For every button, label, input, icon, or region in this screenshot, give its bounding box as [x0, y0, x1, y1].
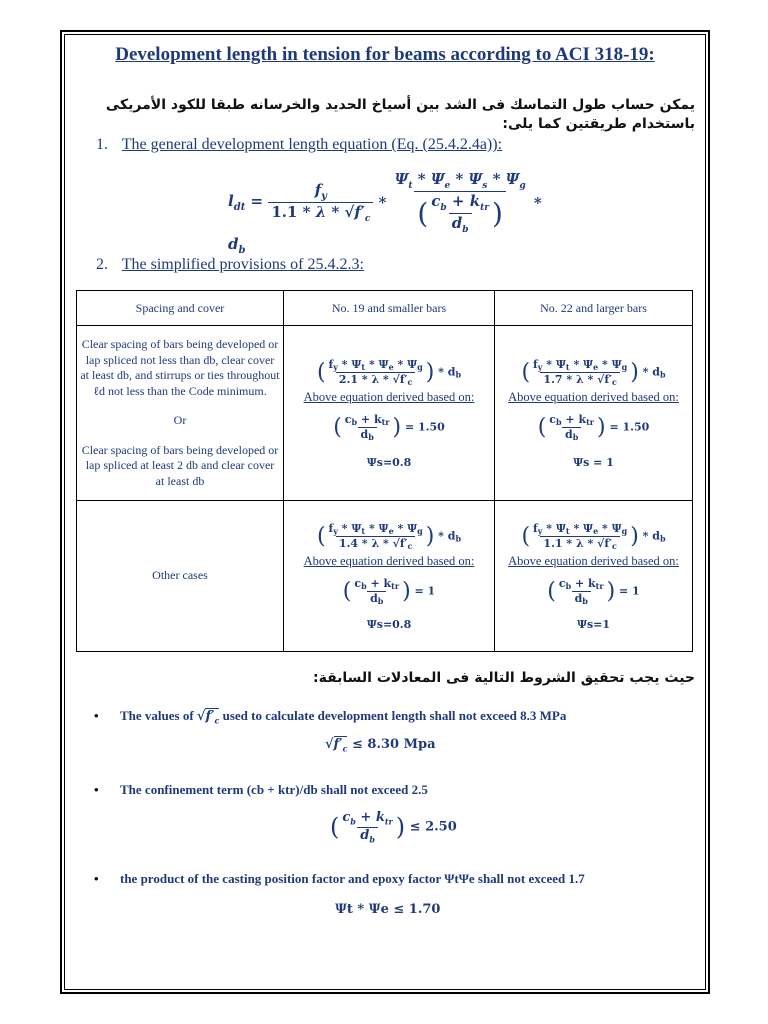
- row1-small-bars-condition: ( $\frac{c_b + k_{tr}}{d_b}$ ) = 1.50: [333, 412, 445, 442]
- psi-r1c2: Ψs=0.8: [366, 455, 412, 469]
- row2-large-bars-equation: ( $\frac{f_y * \Psi_t * \Psi_e * \Psi_g}{1.1 * \lambda * √f'_c}$ ) * $d_b$: [521, 521, 666, 551]
- section-1-heading: [96, 136, 502, 154]
- row1-large-bars: [495, 326, 693, 501]
- psi-r2c2: Ψs=0.8: [366, 617, 412, 631]
- row1-large-bars-equation: ( $\frac{f_y * \Psi_t * \Psi_e * \Psi_g}{1.7 * \lambda * √f'_c}$ ) * $d_b$: [521, 357, 666, 387]
- row1-small-bars-equation: ( $\frac{f_y * \Psi_t * \Psi_e * \Psi_g}{2.1 * \lambda * √f'_c}$ ) * $d_b$: [316, 357, 462, 387]
- bullet-casting-epoxy-limit: [94, 871, 585, 887]
- section-2-number: 2.: [96, 256, 108, 273]
- coef-r1c2: 2.1: [338, 372, 359, 386]
- row2-small-bars-condition: ( $\frac{c_b + k_{tr}}{d_b}$ ) = 1: [342, 576, 436, 606]
- derived-label: Above equation derived based on:: [508, 389, 679, 404]
- row2-small-bars: [284, 501, 495, 652]
- cond-r1c2: = 1.50: [404, 420, 445, 433]
- bullet-3-text: the product of the casting position factor and epoxy factor ΨtΨe shall not exceed 1.7: [120, 871, 585, 886]
- row1-large-bars-condition: ( $\frac{c_b + k_{tr}}{d_b}$ ) = 1.50: [537, 412, 650, 442]
- coef-r2c3: 1.1: [543, 536, 563, 550]
- derived-label: Above equation derived based on:: [508, 553, 679, 568]
- bullet-2-text: The confinement term (cb + ktr)/db shall not exceed 2.5: [120, 782, 428, 797]
- section-2-text: The simplified provisions of 25.4.2.3:: [121, 256, 364, 273]
- coef-r1c3: 1.7: [543, 372, 563, 386]
- row2-small-bars-equation: ( $\frac{f_y * \Psi_t * \Psi_e * \Psi_g}{1.4 * \lambda * √f'_c}$ ) * $d_b$: [316, 521, 462, 551]
- psi-r1c3: Ψs = 1: [573, 455, 614, 469]
- bullet-fc-limit: • The values of $√f'_c$ used to calculate development length shall not exceed 8.3 MPa: [94, 708, 567, 726]
- header-spacing-cover: Spacing and cover: [77, 291, 284, 326]
- arabic-conditions: حيث يجب تحقيق الشروط التالية فى المعادلات السابقة:: [313, 670, 695, 686]
- cond-r2c3: = 1: [619, 584, 640, 597]
- confinement-limit-value: ≤ 2.50: [409, 819, 457, 835]
- simplified-provisions-table: [76, 290, 693, 652]
- bullet-dot: •: [94, 871, 99, 886]
- row1-description: [77, 326, 284, 501]
- row1-description-b: Clear spacing of bars being developed or lap spliced at least 2 db and clear cover at least db: [81, 442, 279, 488]
- arabic-intro: يمكن حساب طول التماسك فى الشد بين أسياخ الحديد والخرسانه طبقا للكود الأمريكى باستخدام طريقتين كما يلى:: [105, 97, 695, 132]
- coef-r2c2: 1.4: [338, 536, 359, 550]
- header-no22-larger: No. 22 and larger bars: [495, 291, 693, 326]
- bullet-dot: •: [94, 708, 99, 723]
- row1-or: Or: [173, 413, 187, 427]
- table-header-row: [77, 291, 693, 326]
- row2-description: Other cases: [77, 501, 284, 652]
- bullet-dot: •: [94, 782, 99, 797]
- fc-limit-value: ≤ 8.30 Mpa: [351, 737, 436, 752]
- fc-limit-equation: $√f'_c \le 8.30$ Mpa: [325, 737, 436, 754]
- general-development-length-equation: $l_{dt}$ = $\frac{f_y}{1.1 * \lambda * √f'_c}$ * $\Psi_t * \Psi_e * \Psi_s * \Psi_g$ ( $\frac{c_b + k_{tr}}{d_b}$ ) * $d_b$: [228, 170, 542, 256]
- row1-description-a: Clear spacing of bars being developed or lap spliced not less than db, clear cover at least db, and stirrups or ties throughout ℓd not less than the Code minimum.: [80, 337, 280, 398]
- document-title: Development length in tension for beams according to ACI 318-19:: [115, 44, 655, 65]
- row2-large-bars-condition: ( $\frac{c_b + k_{tr}}{d_b}$ ) = 1: [547, 576, 640, 606]
- bullet-1-post: used to calculate development length shall not exceed 8.3 MPa: [222, 708, 567, 723]
- section-2-heading: [96, 256, 364, 274]
- row1-small-bars: [284, 326, 495, 501]
- derived-label: Above equation derived based on:: [303, 389, 475, 404]
- section-1-number: 1.: [96, 136, 108, 153]
- row2-large-bars: [495, 501, 693, 652]
- cond-r1c3: = 1.50: [609, 420, 650, 433]
- confinement-limit-equation: ( $\frac{c_b + k_{tr}}{d_b}$ ) ≤ 2.50: [330, 810, 457, 845]
- header-no19-smaller: No. 19 and smaller bars: [284, 291, 495, 326]
- table-row: [77, 326, 693, 501]
- section-1-text: The general development length equation (Eq. (25.4.2.4a)):: [121, 136, 503, 153]
- bullet-1-pre: The values of: [120, 708, 194, 723]
- psi-r2c3: Ψs=1: [576, 617, 611, 631]
- bullet-confinement-limit: [94, 782, 428, 798]
- casting-epoxy-limit-equation: Ψt * Ψe ≤ 1.70: [335, 902, 441, 917]
- table-row: [77, 501, 693, 652]
- derived-label: Above equation derived based on:: [303, 553, 475, 568]
- cond-r2c2: = 1: [414, 584, 436, 597]
